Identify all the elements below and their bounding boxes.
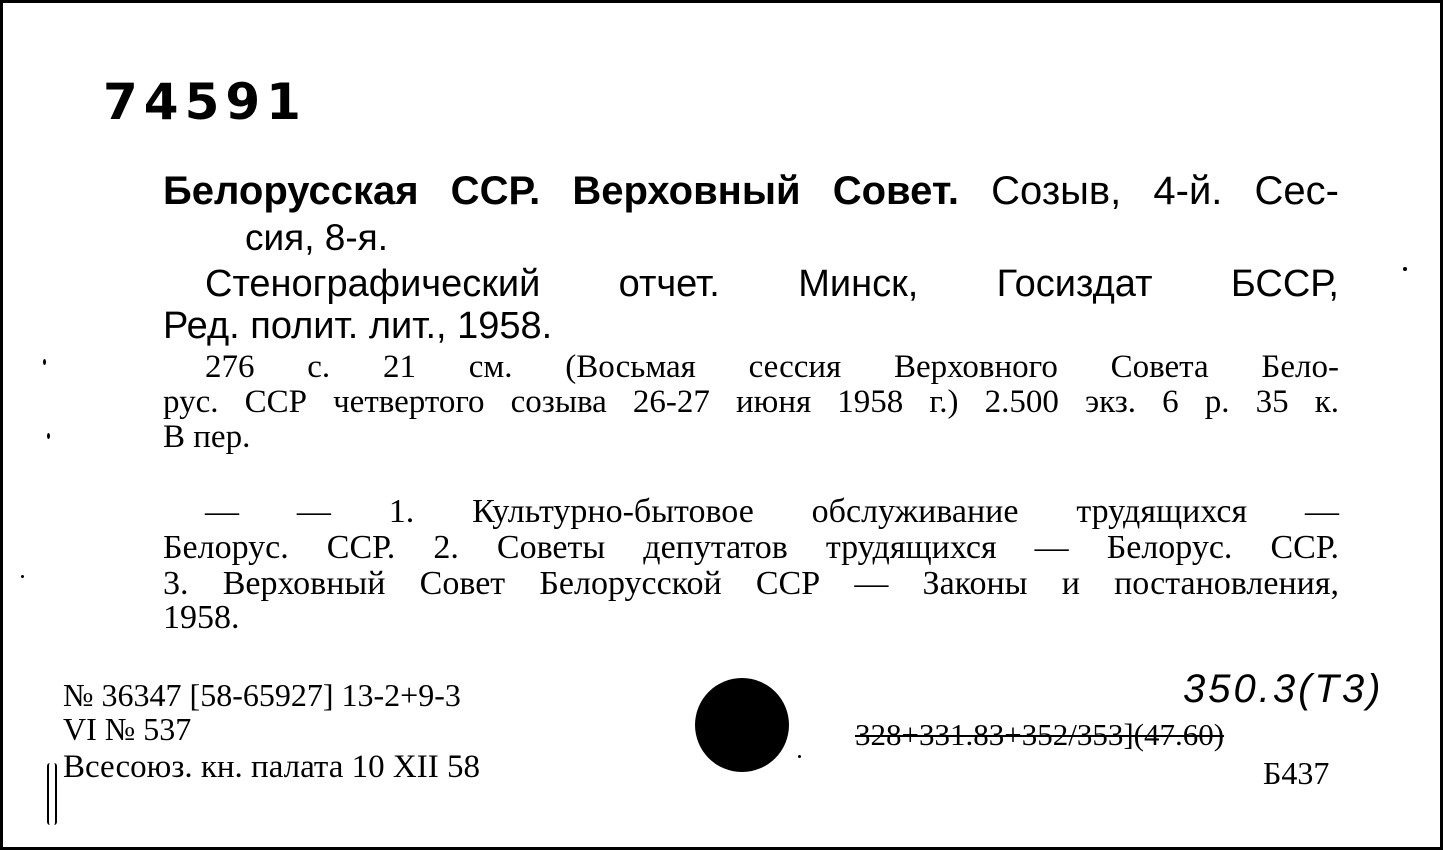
punch-hole <box>695 678 789 772</box>
heading-line-2: сия, 8-я. <box>245 217 388 258</box>
subject-line-1: — — 1. Культурно-бытовое обслуживание трудящихся — <box>205 493 1339 530</box>
heading-line-1 <box>163 169 1339 214</box>
title-line-1 <box>205 263 1339 306</box>
subject-line-2: Белорус. ССР. 2. Советы депутатов трудящихся — Белорус. ССР. <box>163 529 1339 566</box>
subject-line-3: 3. Верховный Совет Белорусской ССР — Законы и постановления, <box>163 565 1339 602</box>
collation-line-2: рус. ССР четвертого созыва 26-27 июня 1958 г.) 2.500 экз. 6 р. 35 к. <box>163 384 1339 420</box>
footer-left-line-2: VI № 537 <box>63 711 192 747</box>
classification-index: 328+331.83+352/353](47.60) <box>855 717 1225 752</box>
scan-speck <box>43 359 46 365</box>
footer-left-line-3: Всесоюз. кн. палата 10 XII 58 <box>63 749 480 785</box>
scan-speck <box>47 433 50 439</box>
collation-line-3: В пер. <box>163 419 251 455</box>
title-main: Стенографический отчет. <box>205 263 720 305</box>
heading-tail: Созыв, 4-й. Сес- <box>991 169 1339 213</box>
handwritten-class-code: 350.3(Т3) <box>1183 667 1384 711</box>
title-line-2: Ред. полит. лит., 1958. <box>163 305 553 347</box>
scan-speck <box>21 575 24 578</box>
heading-author: Белорусская ССР. Верховный Совет. <box>163 169 960 213</box>
collation-line-1: 276 с. 21 см. (Восьмая сессия Верховного Совета Бело- <box>205 349 1339 385</box>
shelf-mark: Б437 <box>1263 755 1330 791</box>
scan-speck <box>798 755 801 758</box>
inventory-number: 74591 <box>103 73 307 131</box>
edge-mark <box>47 763 57 825</box>
subject-line-4: 1958. <box>163 599 240 636</box>
scan-speck <box>1403 267 1407 271</box>
footer-left-line-1: № 36347 [58-65927] 13-2+9-3 <box>63 677 461 713</box>
title-imprint: Минск, Госиздат БССР, <box>798 263 1339 305</box>
